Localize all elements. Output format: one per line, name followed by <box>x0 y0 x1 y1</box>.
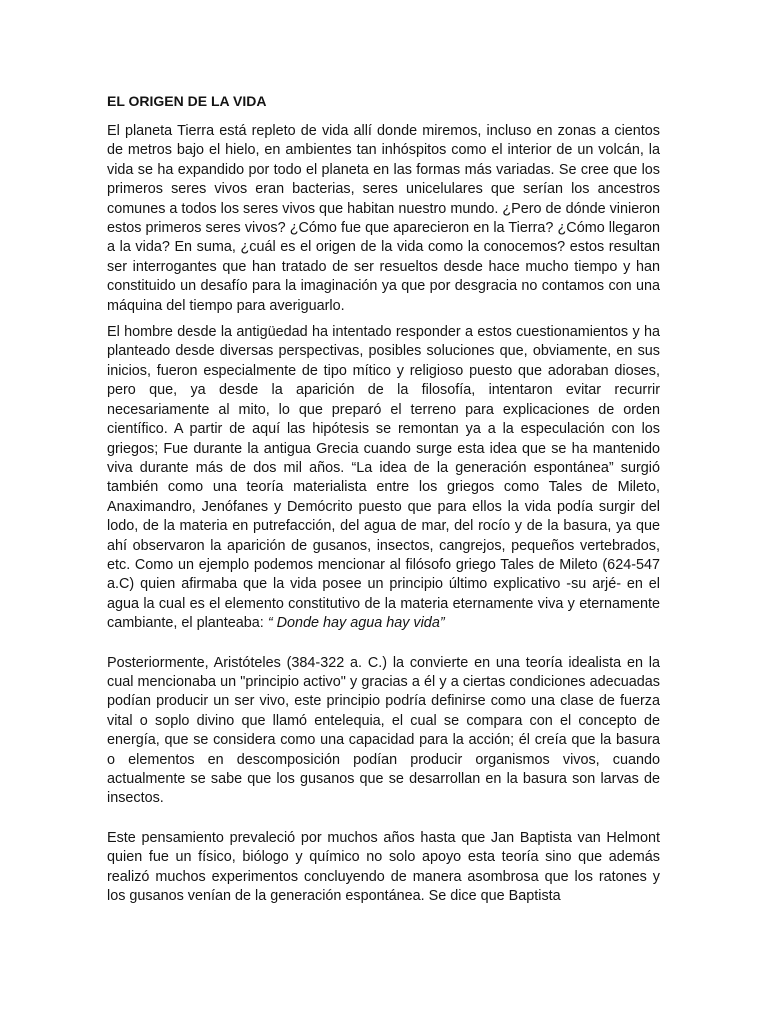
document-page <box>107 92 660 913</box>
paragraph-van-helmont-text: Este pensamiento prevaleció por muchos años hasta que Jan Baptista van Helmont quien fue un físico, biólogo y químico no solo apoyo esta teoría sino que además realizó muchos experimentos concluyendo de manera asombrosa que los ratones y los gusanos venían de la generación espontánea. Se dice que Baptista <box>107 829 660 905</box>
paragraph-antiquity-text: El hombre desde la antigüedad ha intentado responder a estos cuestionamientos y ha planteado desde diversas perspectivas, posibles soluciones que, obviamente, en sus inicios, fueron especialmente de tipo mítico y religioso puesto que adoraban dioses, pero que, ya desde la aparición de la filosofía, intentaron evitar recurrir necesariamente al mito, lo que preparó el terreno para explicaciones de orden científico. A partir de aquí las hipótesis se remontan ya a la especulación con los griegos; Fue durante la antigua Grecia cuando surge esta idea que se ha mantenido viva durante más de dos mil años. “La idea de la generación espontánea” surgió también como una teoría materialista entre los griegos como Tales de Mileto, Anaximandro, Jenófanes y Demócrito puesto que para ellos la vida podía surgir del lodo, de la materia en putrefacción, del agua de mar, del rocío y de la basura, ya que ahí observaron la aparición de gusanos, insectos, cangrejos, pequeños vertebrados, etc. Como un ejemplo podemos mencionar al filósofo griego Tales de Mileto (624-547 a.C) quien afirmaba que la vida posee un principio último explicativo -su arjé- en el agua la cual es el elemento constitutivo de la materia eternamente viva y eternamente cambiante, el planteaba: <box>107 324 660 632</box>
thales-quote: “ Donde hay agua hay vida” <box>267 615 445 632</box>
paragraph-intro-text: El planeta Tierra está repleto de vida allí donde miremos, incluso en zonas a cientos de metros bajo el hielo, en ambientes tan inhóspitos como el interior de un volcán, la vida se ha expandido por todo el planeta en las formas más variadas. Se cree que los primeros seres vivos eran bacterias, seres unicelulares que serían los ancestros comunes a todos los seres vivos que habitan nuestro mundo. ¿Pero de dónde vinieron estos primeros seres vivos? ¿Cómo fue que aparecieron en la Tierra? ¿Cómo llegaron a la vida? En suma, ¿cuál es el origen de la vida como la conocemos? estos resultan ser interrogantes que han tratado de ser resueltos desde hace mucho tiempo y han constituido un desafío para la imaginación ya que por desgracia no contamos con una máquina del tiempo para averiguarlo. <box>107 123 660 314</box>
paragraph-aristotle <box>107 654 660 809</box>
paragraph-antiquity <box>107 323 660 634</box>
paragraph-aristotle-text: Posteriormente, Aristóteles (384-322 a. C.) la convierte en una teoría idealista en la cual mencionaba un "principio activo" y gracias a él y a ciertas condiciones adecuadas podían producir un ser vivo, este principio podría definirse como una clase de fuerza vital o soplo divino que llamó entelequia, el cual se compara con el concepto de energía, que se considera como una capacidad para la acción; él creía que la basura o elementos en descomposición podían producir organismos vivos, cuando actualmente se sabe que los gusanos que se desarrollan en la basura son larvas de insectos. <box>107 654 660 807</box>
document-title: EL ORIGEN DE LA VIDA <box>107 93 267 109</box>
paragraph-intro <box>107 122 660 316</box>
paragraph-van-helmont <box>107 829 660 907</box>
